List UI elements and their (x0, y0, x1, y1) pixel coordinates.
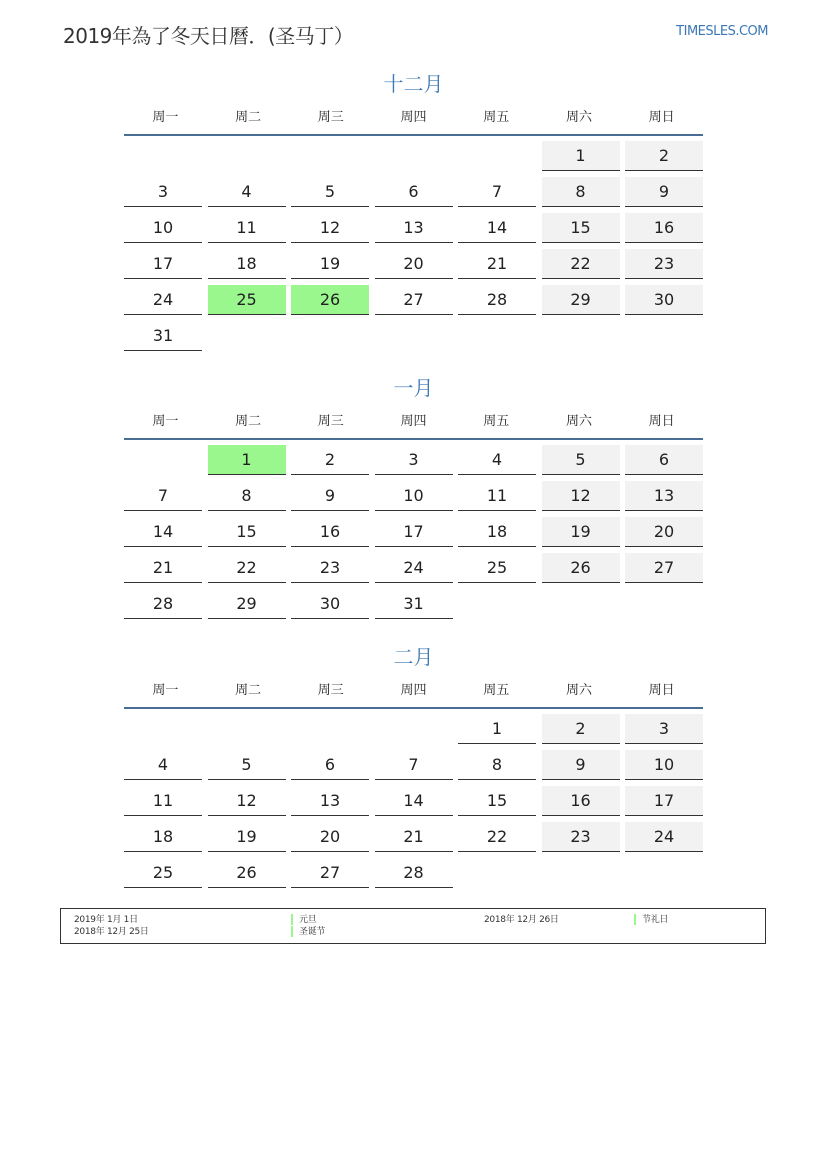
weekday-header (124, 410, 703, 440)
day-cell: 20 (291, 822, 369, 852)
holiday-marker-icon (634, 914, 636, 925)
day-cell: 3 (375, 445, 453, 475)
empty-day-cell (208, 141, 286, 171)
day-cell: 19 (208, 822, 286, 852)
day-cell: 1 (542, 141, 620, 171)
day-cell: 10 (124, 213, 202, 243)
month-title: 一月 (393, 376, 434, 400)
weekday-thu: 周四 (400, 683, 427, 698)
month-february (124, 643, 703, 894)
day-cell: 24 (625, 822, 703, 852)
day-cell: 25 (458, 553, 536, 583)
empty-day-cell (375, 714, 453, 744)
day-cell: 5 (208, 750, 286, 780)
day-cell: 13 (375, 213, 453, 243)
empty-day-cell (375, 141, 453, 171)
day-cell: 11 (124, 786, 202, 816)
empty-day-cell (291, 714, 369, 744)
weekday-wed: 周三 (317, 110, 344, 125)
month-title: 十二月 (383, 72, 444, 96)
weekday-mon: 周一 (152, 683, 179, 698)
day-cell: 7 (458, 177, 536, 207)
day-cell: 8 (208, 481, 286, 511)
day-cell: 26 (291, 285, 369, 315)
weekday-thu: 周四 (400, 414, 427, 429)
day-cell: 13 (625, 481, 703, 511)
day-cell: 26 (208, 858, 286, 888)
empty-day-cell (208, 714, 286, 744)
day-cell: 17 (375, 517, 453, 547)
day-cell: 21 (124, 553, 202, 583)
day-cell: 16 (291, 517, 369, 547)
legend-date: 2018年 12月 25日 (74, 927, 149, 937)
day-cell: 20 (375, 249, 453, 279)
holiday-legend (60, 908, 766, 944)
weekday-tue: 周二 (235, 110, 262, 125)
empty-day-cell (458, 141, 536, 171)
day-cell: 27 (625, 553, 703, 583)
weekday-sat: 周六 (565, 414, 592, 429)
day-cell: 2 (291, 445, 369, 475)
weekday-mon: 周一 (152, 414, 179, 429)
day-cell: 2 (542, 714, 620, 744)
day-cell: 23 (542, 822, 620, 852)
day-cell: 1 (208, 445, 286, 475)
day-cell: 17 (124, 249, 202, 279)
weekday-thu: 周四 (400, 110, 427, 125)
day-cell: 28 (124, 589, 202, 619)
weekday-wed: 周三 (317, 414, 344, 429)
day-cell: 13 (291, 786, 369, 816)
day-cell: 24 (124, 285, 202, 315)
day-cell: 23 (291, 553, 369, 583)
weekday-tue: 周二 (235, 414, 262, 429)
weekday-fri: 周五 (483, 414, 510, 429)
day-cell: 27 (375, 285, 453, 315)
page-title: 2019年為了冬天日曆．(圣马丁） (63, 24, 354, 48)
day-cell: 22 (458, 822, 536, 852)
day-cell: 7 (124, 481, 202, 511)
legend-date: 2018年 12月 26日 (484, 915, 559, 925)
day-cell: 28 (375, 858, 453, 888)
day-cell: 4 (458, 445, 536, 475)
day-cell: 9 (291, 481, 369, 511)
day-cell: 4 (208, 177, 286, 207)
day-cell: 9 (625, 177, 703, 207)
site-link[interactable]: TIMESLES.COM (676, 24, 768, 39)
day-cell: 5 (291, 177, 369, 207)
day-cell: 3 (625, 714, 703, 744)
weekday-sun: 周日 (648, 683, 675, 698)
day-cell: 16 (542, 786, 620, 816)
day-cell: 6 (375, 177, 453, 207)
day-cell: 9 (542, 750, 620, 780)
day-cell: 6 (291, 750, 369, 780)
weekday-header (124, 679, 703, 709)
day-cell: 15 (458, 786, 536, 816)
day-cell: 27 (291, 858, 369, 888)
weekday-header (124, 106, 703, 136)
day-cell: 14 (124, 517, 202, 547)
day-cell: 16 (625, 213, 703, 243)
day-cell: 8 (458, 750, 536, 780)
day-cell: 18 (124, 822, 202, 852)
day-cell: 5 (542, 445, 620, 475)
legend-holiday-name: 节礼日 (642, 915, 669, 925)
weekday-sun: 周日 (648, 414, 675, 429)
holiday-marker-icon (291, 926, 293, 937)
day-cell: 1 (458, 714, 536, 744)
day-cell: 2 (625, 141, 703, 171)
month-december (124, 70, 703, 357)
day-cell: 10 (625, 750, 703, 780)
day-cell: 17 (625, 786, 703, 816)
day-cell: 18 (208, 249, 286, 279)
day-cell: 11 (458, 481, 536, 511)
day-cell: 25 (124, 858, 202, 888)
day-cell: 31 (124, 321, 202, 351)
legend-date: 2019年 1月 1日 (74, 915, 138, 925)
weekday-wed: 周三 (317, 683, 344, 698)
legend-holiday-name: 圣诞节 (299, 927, 326, 937)
day-cell: 22 (208, 553, 286, 583)
day-cell: 22 (542, 249, 620, 279)
day-cell: 30 (291, 589, 369, 619)
empty-day-cell (124, 714, 202, 744)
day-cell: 29 (542, 285, 620, 315)
day-cell: 23 (625, 249, 703, 279)
day-cell: 4 (124, 750, 202, 780)
month-january (124, 374, 703, 625)
day-cell: 3 (124, 177, 202, 207)
day-cell: 26 (542, 553, 620, 583)
day-cell: 6 (625, 445, 703, 475)
weekday-sat: 周六 (565, 110, 592, 125)
day-grid (124, 714, 709, 894)
day-cell: 18 (458, 517, 536, 547)
day-grid (124, 141, 709, 357)
weekday-tue: 周二 (235, 683, 262, 698)
empty-day-cell (124, 445, 202, 475)
day-cell: 29 (208, 589, 286, 619)
day-cell: 12 (542, 481, 620, 511)
day-cell: 28 (458, 285, 536, 315)
day-cell: 19 (291, 249, 369, 279)
day-cell: 31 (375, 589, 453, 619)
empty-day-cell (291, 141, 369, 171)
weekday-mon: 周一 (152, 110, 179, 125)
day-cell: 19 (542, 517, 620, 547)
month-title: 二月 (393, 645, 434, 669)
day-cell: 14 (375, 786, 453, 816)
day-cell: 8 (542, 177, 620, 207)
day-cell: 30 (625, 285, 703, 315)
legend-holiday-name: 元旦 (299, 915, 317, 925)
day-cell: 21 (375, 822, 453, 852)
day-grid (124, 445, 709, 625)
weekday-fri: 周五 (483, 683, 510, 698)
holiday-marker-icon (291, 914, 293, 925)
day-cell: 7 (375, 750, 453, 780)
day-cell: 14 (458, 213, 536, 243)
day-cell: 15 (542, 213, 620, 243)
day-cell: 10 (375, 481, 453, 511)
day-cell: 20 (625, 517, 703, 547)
weekday-sun: 周日 (648, 110, 675, 125)
day-cell: 12 (208, 786, 286, 816)
day-cell: 25 (208, 285, 286, 315)
day-cell: 24 (375, 553, 453, 583)
day-cell: 12 (291, 213, 369, 243)
day-cell: 11 (208, 213, 286, 243)
day-cell: 15 (208, 517, 286, 547)
weekday-fri: 周五 (483, 110, 510, 125)
day-cell: 21 (458, 249, 536, 279)
weekday-sat: 周六 (565, 683, 592, 698)
empty-day-cell (124, 141, 202, 171)
